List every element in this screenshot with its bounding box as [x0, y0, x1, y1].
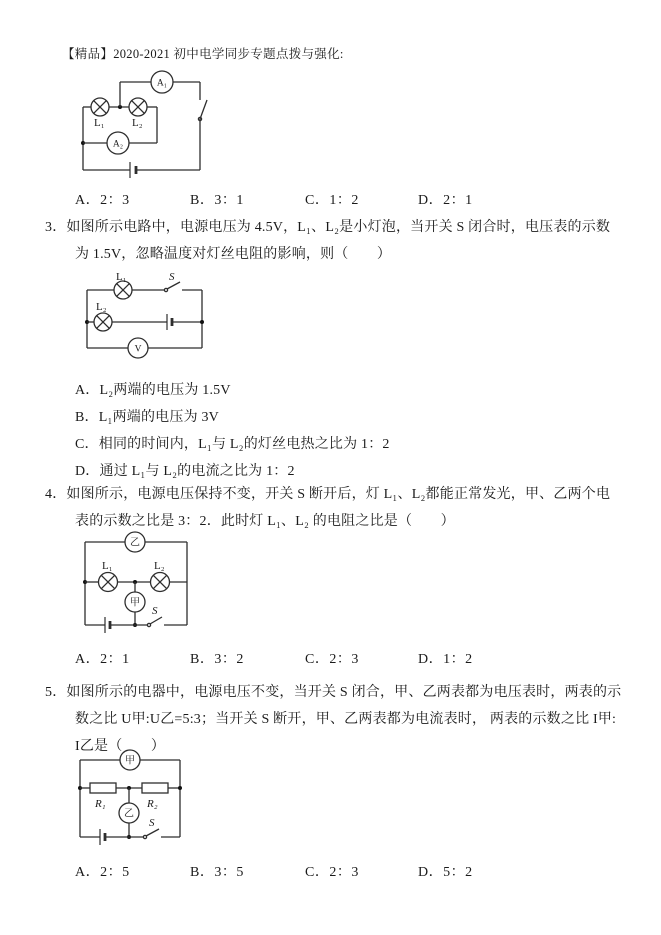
q4-text-line2: 表的示数之比是 3：2．此时灯 L₁、L₂ 的电阻之比是（ ） [75, 514, 455, 529]
switch-icon [147, 617, 162, 627]
q5-option-c[interactable]: C．2：3 [305, 865, 359, 880]
q3-option-d[interactable]: D．通过 L₁与 L₂的电流之比为 1：2 [75, 464, 295, 479]
battery-icon [130, 162, 136, 178]
lamp-L2-label: L₂ [96, 301, 107, 313]
ammeter-A2-label: A₂ [112, 139, 124, 150]
q4-option-c[interactable]: C．2：3 [305, 652, 359, 667]
circuit-diagram-q2 [70, 74, 220, 182]
voltmeter-label: V [134, 344, 142, 355]
circuit-diagram-q5 [73, 750, 188, 845]
resistor-R2-label: R₂ [147, 798, 158, 810]
q2-options [0, 189, 661, 209]
switch-icon [143, 829, 159, 839]
meter-jia-label: 甲 [130, 597, 140, 609]
q3-text-line1: 3．如图所示电路中，电源电压为 4.5V，L₁、L₂是小灯泡，当开关 S 闭合时，电压表的示数 [45, 220, 611, 235]
lamp-L1 [91, 98, 109, 116]
meter-jia [120, 750, 140, 770]
lamp-L2 [94, 313, 112, 331]
q4-text-line1: 4．如图所示，电源电压保持不变，开关 S 断开后，灯 L₁、L₂都能正常发光，甲、乙两个电 [45, 487, 611, 502]
circuit-diagram-q3 [80, 272, 215, 365]
ammeter-A1-label: A₁ [156, 78, 168, 89]
battery-icon [100, 829, 105, 845]
lamp-L1-label: L₁ [116, 271, 127, 283]
resistor-R2 [142, 783, 168, 793]
q3-option-b[interactable]: B．L₁两端的电压为 3V [75, 410, 219, 425]
lamp-L2 [129, 98, 147, 116]
q2-option-b[interactable]: B．3：1 [190, 193, 244, 208]
lamp-L1 [114, 281, 132, 299]
lamp-L1 [99, 573, 118, 592]
q5-option-d[interactable]: D．5：2 [418, 865, 473, 880]
resistor-R1-label: R₁ [95, 798, 106, 810]
q5-options [0, 861, 661, 881]
meter-jia [125, 592, 145, 612]
ammeter-A2 [107, 132, 129, 154]
q5-text-line1: 5．如图所示的电器中，电源电压不变，当开关 S 闭合，甲、乙两表都为电压表时，两表的示 [45, 685, 622, 700]
lamp-L1-label: L₁ [94, 117, 105, 129]
q4-option-d[interactable]: D．1：2 [418, 652, 473, 667]
circuit-diagram-q4 [78, 528, 198, 633]
meter-yi-label: 乙 [124, 808, 134, 820]
q4-option-a[interactable]: A．2：1 [75, 652, 130, 667]
voltmeter-V [128, 338, 148, 358]
meter-yi-label: 乙 [130, 537, 140, 549]
q2-option-d[interactable]: D．2：1 [418, 193, 473, 208]
battery-icon [105, 617, 110, 633]
resistor-R1 [90, 783, 116, 793]
q2-option-c[interactable]: C．1：2 [305, 193, 359, 208]
meter-yi [125, 532, 145, 552]
switch-icon [164, 282, 180, 292]
switch-icon [198, 100, 207, 121]
switch-label: S [149, 817, 155, 829]
switch-label: S [152, 605, 158, 617]
lamp-L2-label: L₂ [154, 560, 165, 572]
q3-option-a[interactable]: A．L₂两端的电压为 1.5V [75, 383, 231, 398]
meter-yi [119, 803, 139, 823]
q5-text-line2: 数之比 U甲:U乙=5:3；当开关 S 断开，甲、乙两表都为电流表时， 两表的示数之比 I甲: [75, 712, 617, 727]
q2-option-a[interactable]: A．2：3 [75, 193, 130, 208]
lamp-L1-label: L₁ [102, 560, 113, 572]
q5-option-b[interactable]: B．3：5 [190, 865, 244, 880]
q3-text-line2: 为 1.5V，忽略温度对灯丝电阻的影响，则（ ） [75, 247, 392, 262]
ammeter-A1 [151, 71, 173, 93]
meter-jia-label: 甲 [125, 755, 135, 767]
document-title: 【精品】2020-2021 初中电学同步专题点拨与强化: [62, 47, 344, 61]
q5-option-a[interactable]: A．2：5 [75, 865, 130, 880]
q5-text-line3: I乙是（ ） [75, 739, 166, 754]
q4-options [0, 648, 661, 668]
q3-option-c[interactable]: C．相同的时间内，L₁与 L₂的灯丝电热之比为 1：2 [75, 437, 390, 452]
lamp-L2-label: L₂ [132, 117, 143, 129]
q4-option-b[interactable]: B．3：2 [190, 652, 244, 667]
battery-icon [167, 314, 172, 330]
lamp-L2 [151, 573, 170, 592]
switch-label: S [169, 271, 175, 283]
